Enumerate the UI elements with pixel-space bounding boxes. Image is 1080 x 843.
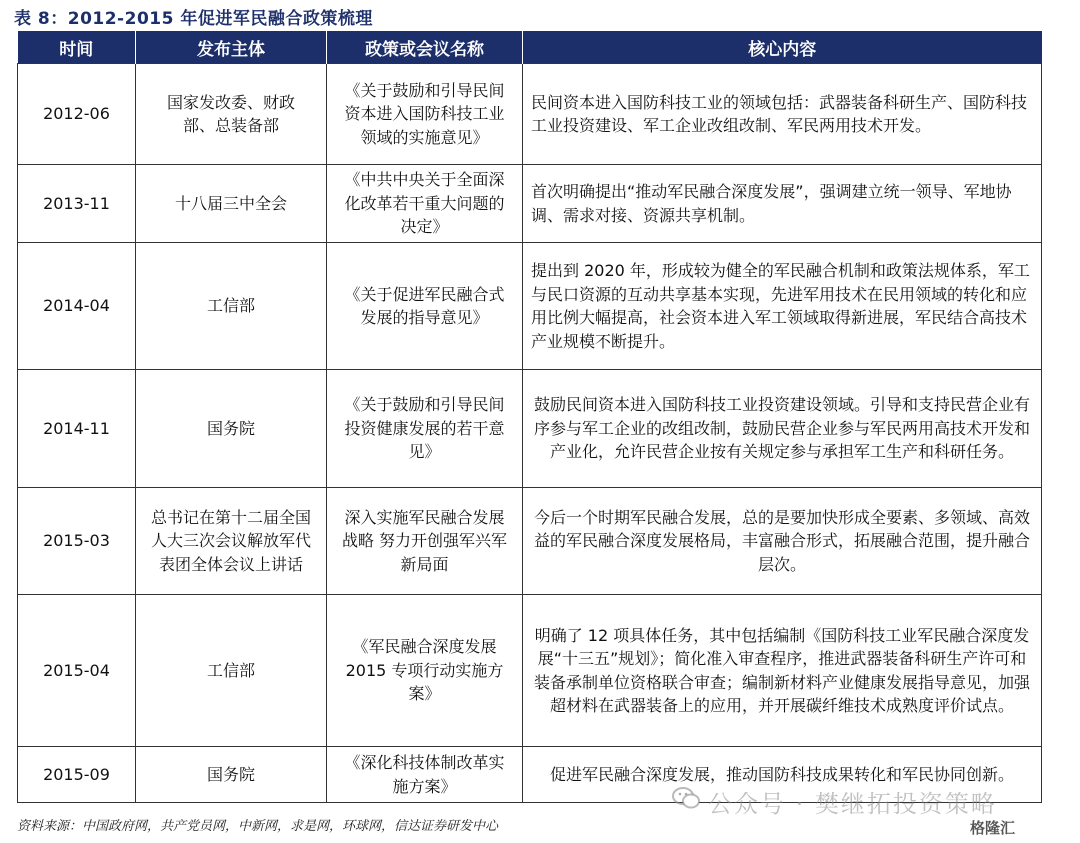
cell-content: 民间资本进入国防科技工业的领域包括：武器装备科研生产、国防科技工业投资建设、军工企业改组改制、军民两用技术开发。	[523, 64, 1042, 165]
cell-org: 十八届三中全会	[136, 165, 327, 243]
table-header-row	[18, 31, 1042, 64]
table-row	[18, 488, 1042, 595]
header-time: 时间	[18, 31, 136, 64]
cell-time: 2012-06	[18, 64, 136, 165]
cell-content: 首次明确提出“推动军民融合深度发展”，强调建立统一领导、军地协调、需求对接、资源共享机制。	[523, 165, 1042, 243]
cell-content: 明确了 12 项具体任务，其中包括编制《国防科技工业军民融合深度发展“十三五”规划》；简化准入审查程序，推进武器装备科研生产许可和装备承制单位资格联合审查；编制新材料产业健康发展指导意见，加强超材料在武器装备上的应用，并开展碳纤维技术成熟度评价试点。	[523, 595, 1042, 747]
cell-org: 国务院	[136, 747, 327, 803]
cell-policy: 《关于促进军民融合式发展的指导意见》	[327, 243, 523, 370]
cell-org: 国务院	[136, 370, 327, 488]
cell-content: 提出到 2020 年，形成较为健全的军民融合机制和政策法规体系，军工与民口资源的互动共享基本实现，先进军用技术在民用领域的转化和应用比例大幅提高，社会资本进入军工领域取得新进展，军民结合高技术产业规模不断提升。	[523, 243, 1042, 370]
cell-policy: 《关于鼓励和引导民间投资健康发展的若干意见》	[327, 370, 523, 488]
cell-content: 鼓励民间资本进入国防科技工业投资建设领域。引导和支持民营企业有序参与军工企业的改组改制，鼓励民营企业参与军民两用高技术开发和产业化，允许民营企业按有关规定参与承担军工生产和科研任务。	[523, 370, 1042, 488]
cell-time: 2013-11	[18, 165, 136, 243]
cell-org: 工信部	[136, 243, 327, 370]
table-row	[18, 370, 1042, 488]
cell-policy: 《中共中央关于全面深化改革若干重大问题的决定》	[327, 165, 523, 243]
cell-content: 今后一个时期军民融合发展，总的是要加快形成全要素、多领域、高效益的军民融合深度发展格局，丰富融合形式，拓展融合范围，提升融合层次。	[523, 488, 1042, 595]
table-row	[18, 165, 1042, 243]
policy-table	[17, 31, 1042, 803]
cell-content: 促进军民融合深度发展，推动国防科技成果转化和军民协同创新。	[523, 747, 1042, 803]
source-note: 资料来源：中国政府网，共产党员网，中新网，求是网，环球网，信达证券研发中心	[17, 819, 499, 834]
wechat-icon	[672, 786, 700, 810]
header-policy: 政策或会议名称	[327, 31, 523, 64]
cell-time: 2015-09	[18, 747, 136, 803]
cell-time: 2015-04	[18, 595, 136, 747]
cell-org: 总书记在第十二届全国人大三次会议解放军代表团全体会议上讲话	[136, 488, 327, 595]
cell-policy: 《军民融合深度发展 2015 专项行动实施方案》	[327, 595, 523, 747]
cell-time: 2014-04	[18, 243, 136, 370]
watermark-text: 公众号 · 樊继拓投资策略	[708, 790, 997, 818]
table-row	[18, 595, 1042, 747]
table-row	[18, 64, 1042, 165]
cell-org: 工信部	[136, 595, 327, 747]
header-org: 发布主体	[136, 31, 327, 64]
cell-policy: 《关于鼓励和引导民间资本进入国防科技工业领域的实施意见》	[327, 64, 523, 165]
cell-policy: 深入实施军民融合发展战略 努力开创强军兴军新局面	[327, 488, 523, 595]
cell-time: 2015-03	[18, 488, 136, 595]
gelonghui-logo: 格隆汇	[970, 819, 1016, 837]
cell-policy: 《深化科技体制改革实施方案》	[327, 747, 523, 803]
table-caption: 表 8：2012-2015 年促进军民融合政策梳理	[14, 9, 373, 29]
cell-time: 2014-11	[18, 370, 136, 488]
cell-org: 国家发改委、财政部、总装备部	[136, 64, 327, 165]
table-row	[18, 243, 1042, 370]
header-content: 核心内容	[523, 31, 1042, 64]
